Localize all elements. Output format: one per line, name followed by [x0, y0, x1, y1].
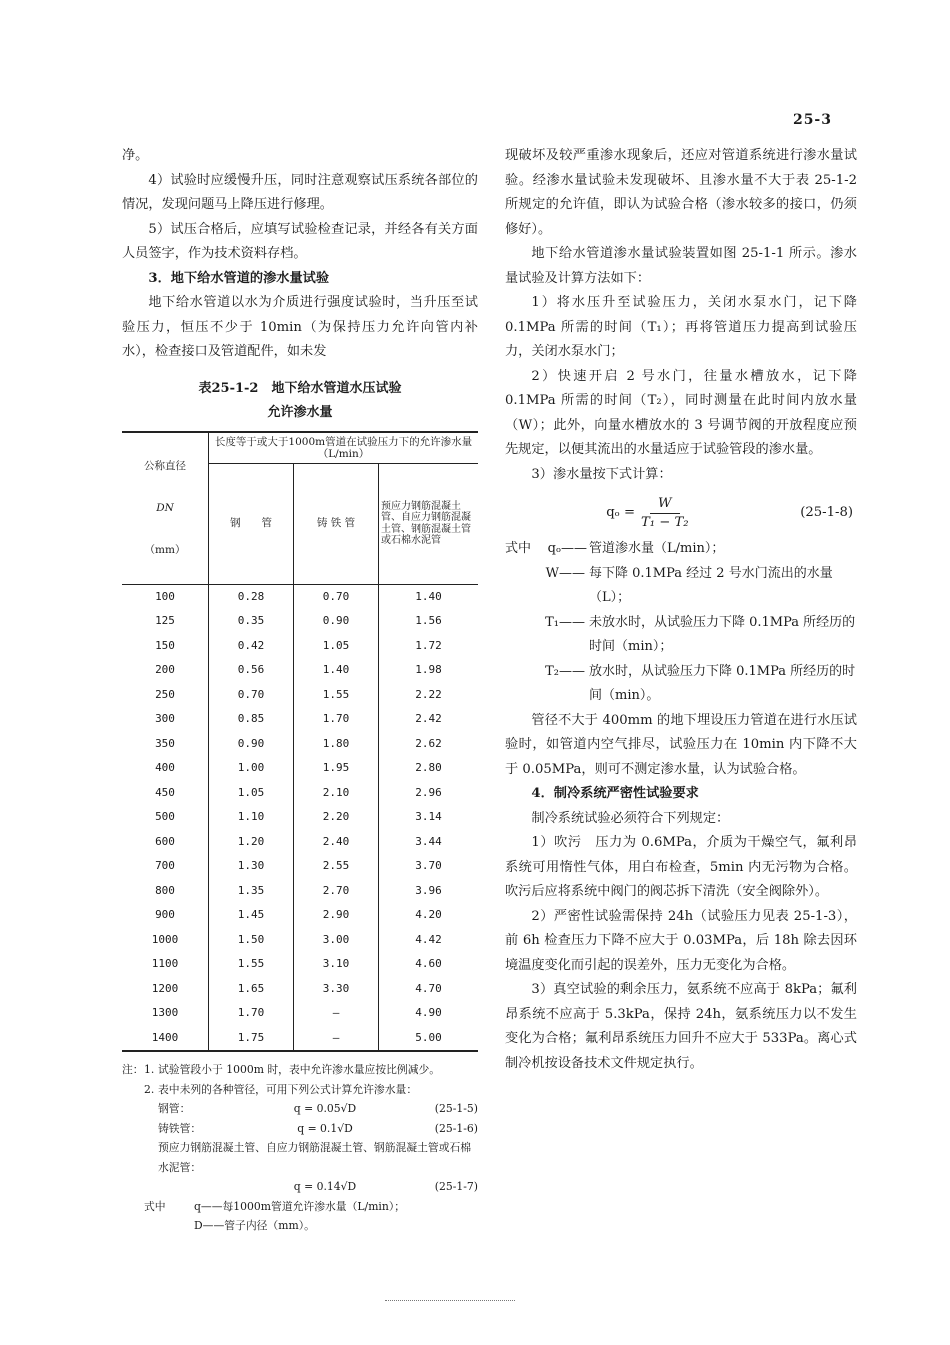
- note-label: 注：: [122, 1063, 144, 1076]
- formula-lhs: qₒ =: [606, 504, 635, 520]
- cell-steel: 1.50: [209, 928, 294, 953]
- header-steel: 钢 管: [209, 463, 294, 584]
- note-2-number: 2.: [144, 1082, 155, 1096]
- paragraph: 管径不大于 400mm 的地下埋设压力管道在进行水压试验时，如管道内空气排尽，试验压力在 10min 内下降不大于 0.05MPa，则可不测定渗水量，认为试验合格。: [505, 712, 857, 777]
- cell-diameter: 1200: [122, 977, 209, 1002]
- cell-diameter: 800: [122, 879, 209, 904]
- cell-diameter: 600: [122, 830, 209, 855]
- cell-diameter: 700: [122, 854, 209, 879]
- cell-concrete: 1.72: [379, 634, 479, 659]
- definition-value: 管道渗水量（L/min）；: [589, 541, 725, 556]
- formula-cast-expr: q = 0.1√D: [297, 1121, 353, 1135]
- where-q-text: q——每1000m管道允许渗水量（L/min）；: [194, 1199, 406, 1213]
- cell-diameter: 300: [122, 707, 209, 732]
- paragraph: 1）将水压升至试验压力，关闭水泵水门，记下降 0.1MPa 所需的时间（T₁）；再将管道压力提高到试验压力，关闭水泵水门；: [505, 295, 857, 359]
- table-row: [122, 903, 478, 928]
- cell-diameter: 1000: [122, 928, 209, 953]
- right-column: [505, 144, 857, 1076]
- note-1: [122, 1060, 478, 1080]
- section-heading: 3．地下给水管道的渗水量试验: [148, 270, 330, 286]
- cell-diameter: 350: [122, 732, 209, 757]
- formula-concrete: [122, 1177, 478, 1197]
- header-cast-iron: 铸 铁 管: [294, 463, 379, 584]
- cell-concrete: 3.70: [379, 854, 479, 879]
- cell-concrete: 1.56: [379, 609, 479, 634]
- cell-steel: 1.35: [209, 879, 294, 904]
- cell-steel: 1.55: [209, 952, 294, 977]
- formula-steel-expr: q = 0.05√D: [293, 1102, 357, 1115]
- cell-concrete: 2.22: [379, 683, 479, 708]
- paragraph: 5）试压合格后，应填写试验检查记录，并经各有关方面人员签字，作为技术资料存档。: [122, 221, 478, 261]
- table-row: [122, 928, 478, 953]
- table-row: [122, 658, 478, 683]
- where-q: [122, 1197, 478, 1217]
- cell-cast-iron: 1.55: [294, 683, 379, 708]
- cell-cast-iron: 0.70: [294, 584, 379, 609]
- cell-concrete: 3.96: [379, 879, 479, 904]
- formula-cast-label: 铸铁管：: [158, 1121, 202, 1135]
- cell-cast-iron: 2.20: [294, 805, 379, 830]
- paragraph: 3）渗水量按下式计算：: [531, 466, 672, 482]
- cell-steel: 0.85: [209, 707, 294, 732]
- cell-cast-iron: 1.40: [294, 658, 379, 683]
- table-title-line-1: 表25-1-2 地下给水管道水压试验: [198, 380, 402, 396]
- definition-row: [505, 611, 857, 660]
- table-row: [122, 584, 478, 609]
- table-row: [122, 977, 478, 1002]
- cell-concrete: 4.90: [379, 1001, 479, 1026]
- cell-steel: 1.10: [209, 805, 294, 830]
- formula-steel-number: (25-1-5): [434, 1102, 478, 1115]
- table-row: [122, 634, 478, 659]
- definition-key: qₒ——: [547, 541, 587, 556]
- header-concrete: 预应力钢筋混凝土管、自应力钢筋混凝土管、钢筋混凝土管或石棉水泥管: [379, 463, 479, 584]
- cell-concrete: 1.40: [379, 584, 479, 609]
- cell-steel: 0.70: [209, 683, 294, 708]
- table-row: [122, 952, 478, 977]
- cell-diameter: 250: [122, 683, 209, 708]
- cell-diameter: 900: [122, 903, 209, 928]
- cell-steel: 0.28: [209, 584, 294, 609]
- cell-concrete: 2.96: [379, 781, 479, 806]
- left-column: [122, 144, 478, 1236]
- table-row: [122, 854, 478, 879]
- table-row: [122, 781, 478, 806]
- table-row: [122, 683, 478, 708]
- cell-concrete: 4.42: [379, 928, 479, 953]
- definition-row: [505, 537, 857, 562]
- where-label: 式中: [505, 541, 532, 556]
- cell-concrete: 1.98: [379, 658, 479, 683]
- cell-steel: 1.45: [209, 903, 294, 928]
- paragraph: 2）严密性试验需保持 24h（试验压力见表 25-1-3），前 6h 检查压力下降不应大于 0.03MPa，后 18h 除去因环境温度变化而引起的误差外，压力无变化为合格。: [505, 908, 857, 973]
- formula-steel: [122, 1099, 478, 1119]
- cell-diameter: 500: [122, 805, 209, 830]
- definition-key: W——: [545, 565, 585, 581]
- cell-diameter: 1400: [122, 1026, 209, 1052]
- cell-cast-iron: —: [294, 1026, 379, 1052]
- definition-key: T₁——: [545, 614, 585, 630]
- formula-cast: [122, 1119, 478, 1139]
- paragraph: 地下给水管道以水为介质进行强度试验时，当升压至试验压力，恒压不少于 10min（为保持压力允许向管内补水），检查接口及管道配件，如未发: [122, 295, 478, 359]
- where-d-text: D——管子内径（mm）。: [194, 1219, 315, 1232]
- formula-number: (25-1-8): [800, 504, 853, 520]
- cell-concrete: 2.42: [379, 707, 479, 732]
- paragraph: 1）吹污 压力为 0.6MPa，介质为干燥空气，氟利昂系统可用惰性气体，用白布检查，5min 内无污物为合格。吹污后应将系统中阀门的阀芯拆下清洗（安全阀除外）。: [505, 835, 857, 899]
- cell-diameter: 200: [122, 658, 209, 683]
- cell-diameter: 400: [122, 756, 209, 781]
- cell-concrete: 4.60: [379, 952, 479, 977]
- cell-concrete: 3.14: [379, 805, 479, 830]
- cell-cast-iron: 0.90: [294, 609, 379, 634]
- page-number: 25-3: [792, 112, 832, 128]
- cell-concrete: 3.44: [379, 830, 479, 855]
- cell-concrete: 4.70: [379, 977, 479, 1002]
- header-nominal-diameter: [122, 432, 209, 585]
- definition-value: 放水时，从试验压力下降 0.1MPa 所经历的时间（min）。: [589, 663, 856, 703]
- table-row: [122, 756, 478, 781]
- table-title-line-2: 允许渗水量: [267, 404, 333, 420]
- variable-definitions: [505, 537, 857, 709]
- definition-value: 未放水时，从试验压力下降 0.1MPa 所经历的时间（min）；: [589, 614, 856, 654]
- cell-cast-iron: 2.40: [294, 830, 379, 855]
- cell-cast-iron: 3.30: [294, 977, 379, 1002]
- note-1-number: 1.: [144, 1063, 155, 1076]
- cell-steel: 1.30: [209, 854, 294, 879]
- definition-value: 每下降 0.1MPa 经过 2 号水门流出的水量（L）；: [589, 565, 833, 605]
- cell-cast-iron: 2.90: [294, 903, 379, 928]
- cell-steel: 1.20: [209, 830, 294, 855]
- table-caption: [122, 377, 478, 425]
- cell-steel: 1.65: [209, 977, 294, 1002]
- definition-row: [505, 660, 857, 709]
- formula-cast-number: (25-1-6): [434, 1121, 478, 1135]
- cell-concrete: 2.80: [379, 756, 479, 781]
- cell-cast-iron: 1.95: [294, 756, 379, 781]
- paragraph: 制冷系统试验必须符合下列规定：: [531, 810, 730, 826]
- cell-steel: 1.70: [209, 1001, 294, 1026]
- table-row: [122, 830, 478, 855]
- note-2-text: 表中未列的各种管径，可用下列公式计算允许渗水量：: [158, 1082, 418, 1096]
- note-2: [122, 1080, 478, 1100]
- formula-numerator: W: [650, 495, 680, 514]
- cell-diameter: 450: [122, 781, 209, 806]
- cell-steel: 1.05: [209, 781, 294, 806]
- formula-25-1-8: [505, 491, 857, 535]
- cell-diameter: 1100: [122, 952, 209, 977]
- header-nominal-label: 公称直径: [144, 460, 186, 472]
- paragraph: 4）试验时应缓慢升压，同时注意观察试压系统各部位的情况，发现问题马上降压进行修理。: [122, 172, 478, 212]
- paragraph: 现破坏及较严重渗水现象后，还应对管道系统进行渗水量试验。经渗水量试验未发现破坏、且渗水量不大于表 25-1-2 所规定的允许值，即认为试验合格（渗水较多的接口，仍须修好）。: [505, 148, 857, 237]
- header-dn-label: DN: [156, 502, 174, 514]
- cell-steel: 0.35: [209, 609, 294, 634]
- table-row: [122, 805, 478, 830]
- paragraph: 3）真空试验的剩余压力，氨系统不应高于 8kPa；氟利昂系统不应高于 5.3kPa，保持 24h，氨系统压力以不发生变化为合格；氟利昂系统压力回升不应大于 533Pa。离心式制冷机按设备技术文件规定执行。: [505, 982, 857, 1071]
- cell-cast-iron: 3.10: [294, 952, 379, 977]
- header-group: 长度等于或大于1000m管道在试验压力下的允许渗水量（L/min）: [209, 432, 479, 464]
- formula-denominator: T₁ − T₂: [641, 514, 689, 530]
- definition-row: [505, 562, 857, 611]
- table-row: [122, 1001, 478, 1026]
- note-1-text: 试验管段小于 1000m 时，表中允许渗水量应按比例减少。: [158, 1063, 441, 1076]
- header-mm-label: （mm）: [144, 544, 186, 556]
- where-label: 式中: [144, 1199, 166, 1213]
- cell-diameter: 125: [122, 609, 209, 634]
- cell-cast-iron: 1.05: [294, 634, 379, 659]
- cell-steel: 0.56: [209, 658, 294, 683]
- definition-key: T₂——: [545, 663, 585, 679]
- table-notes: [122, 1060, 478, 1236]
- cell-cast-iron: 1.80: [294, 732, 379, 757]
- seepage-table: [122, 431, 478, 1053]
- cell-cast-iron: 2.55: [294, 854, 379, 879]
- cell-cast-iron: 2.10: [294, 781, 379, 806]
- cell-cast-iron: 2.70: [294, 879, 379, 904]
- paragraph: 2）快速开启 2 号水门，往量水槽放水，记下降 0.1MPa 所需的时间（T₂），同时测量在此时间内放水量（W）；此外，向量水槽放水的 3 号调节阀的开放程度应预先规定，以便其流出的水量适应于试验管段的渗水量。: [505, 368, 857, 457]
- formula-concrete-number: (25-1-7): [434, 1180, 478, 1193]
- formula-concrete-expr: q = 0.14√D: [293, 1180, 357, 1193]
- paragraph: 净。: [122, 148, 149, 163]
- cell-steel: 1.00: [209, 756, 294, 781]
- cell-steel: 0.42: [209, 634, 294, 659]
- cell-steel: 1.75: [209, 1026, 294, 1052]
- cell-concrete: 2.62: [379, 732, 479, 757]
- cell-cast-iron: 3.00: [294, 928, 379, 953]
- paragraph: 地下给水管道渗水量试验装置如图 25-1-1 所示。渗水量试验及计算方法如下：: [505, 246, 857, 286]
- cell-concrete: 5.00: [379, 1026, 479, 1052]
- table-row: [122, 879, 478, 904]
- footer-rule: [385, 1300, 515, 1301]
- cell-concrete: 4.20: [379, 903, 479, 928]
- cell-cast-iron: —: [294, 1001, 379, 1026]
- table-row: [122, 1026, 478, 1052]
- cell-cast-iron: 1.70: [294, 707, 379, 732]
- table-row: [122, 609, 478, 634]
- formula-concrete-label: 预应力钢筋混凝土管、自应力钢筋混凝土管、钢筋混凝土管或石棉水泥管：: [158, 1141, 472, 1174]
- section-heading: 4．制冷系统严密性试验要求: [531, 786, 699, 801]
- cell-diameter: 100: [122, 584, 209, 609]
- formula-fraction: [641, 495, 689, 532]
- table-row: [122, 732, 478, 757]
- formula-steel-label: 钢管：: [158, 1102, 191, 1115]
- cell-diameter: 1300: [122, 1001, 209, 1026]
- cell-steel: 0.90: [209, 732, 294, 757]
- table-row: [122, 707, 478, 732]
- cell-diameter: 150: [122, 634, 209, 659]
